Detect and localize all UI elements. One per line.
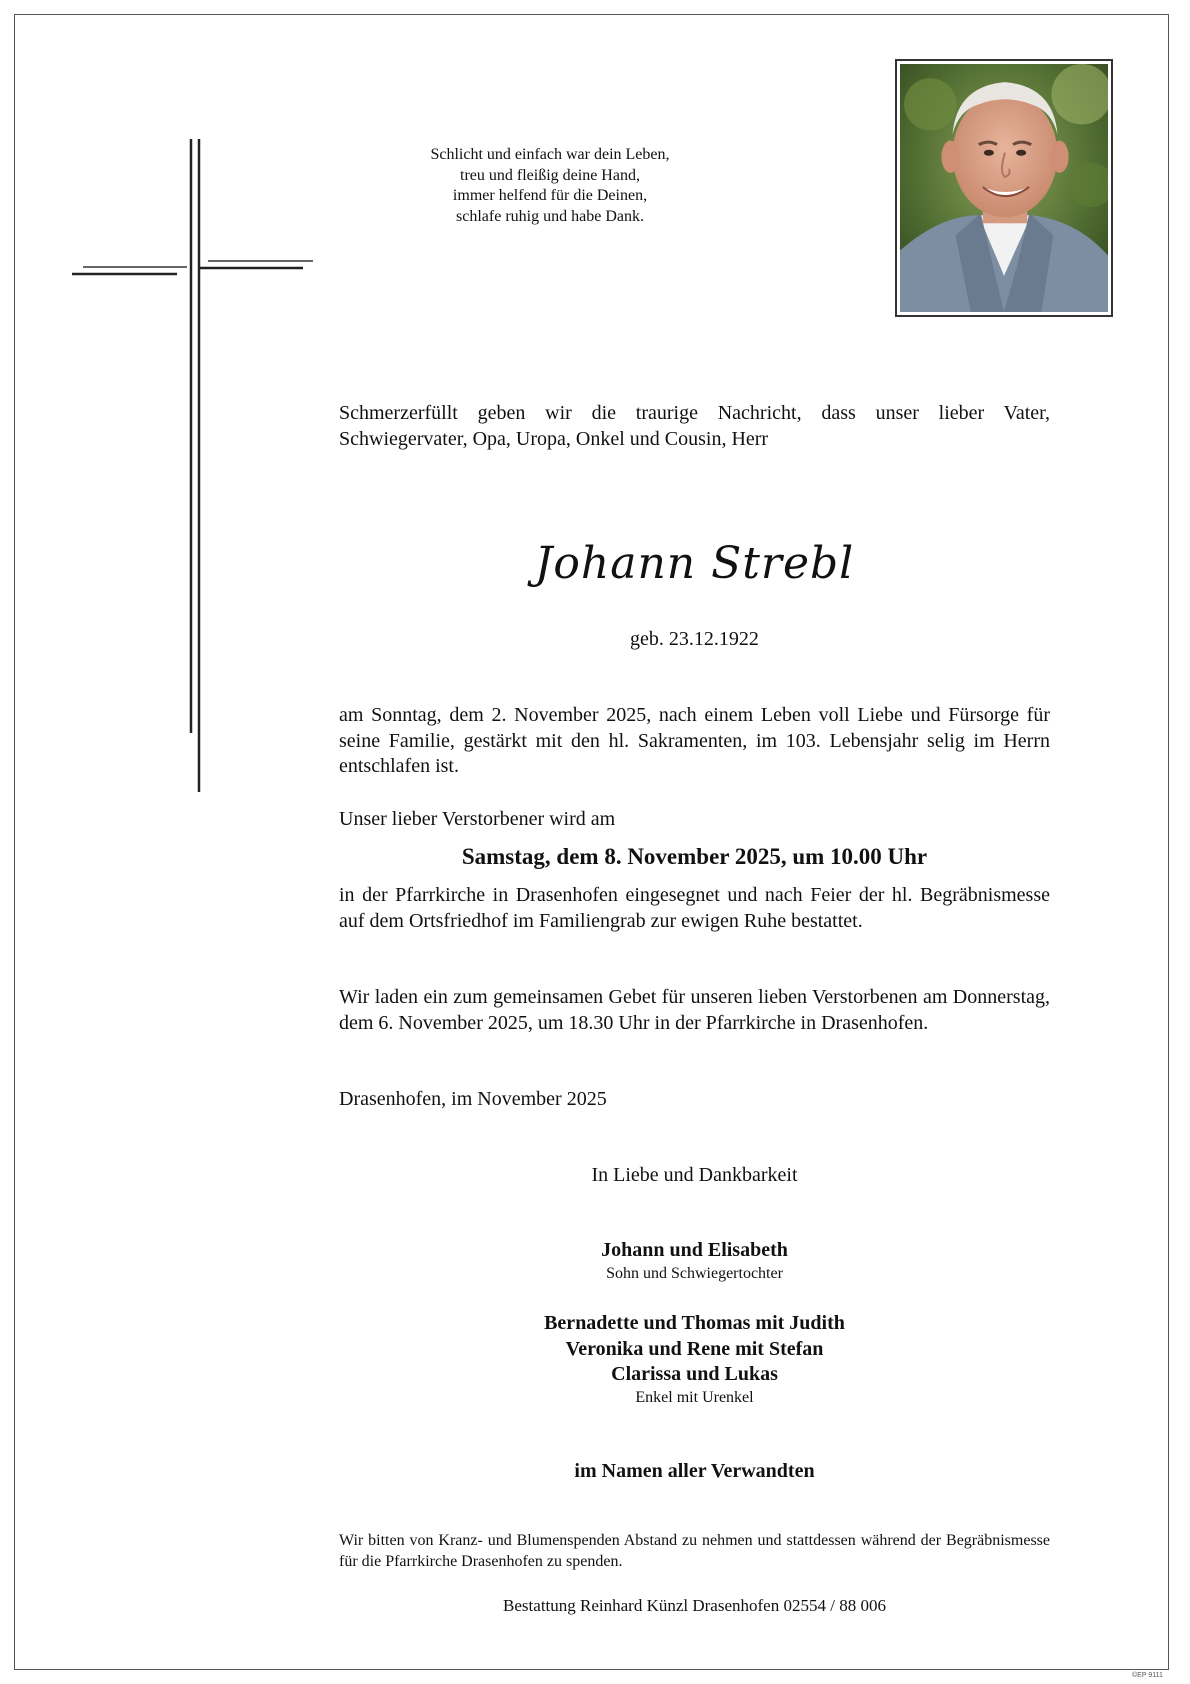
mourner-names: Johann und Elisabeth [601,1239,788,1261]
prayer-invitation: Wir laden ein zum gemeinsamen Gebet für unseren lieben Verstorbenen am Donnerstag, dem 6. November 2025, um 18.30 Uhr in der Pfarrkirche in Drasenhofen. [339,986,1050,1034]
funeral-intro: Unser lieber Verstorbener wird am [339,808,616,830]
death-notice: am Sonntag, dem 2. November 2025, nach einem Leben voll Liebe und Fürsorge für seine Familie, gestärkt mit den hl. Sakramenten, im 103. Lebensjahr selig im Herrn entschlafen ist. [339,704,1050,777]
deceased-name: Johann Strebl [534,538,855,589]
donation-note: Wir bitten von Kranz- und Blumenspenden Abstand zu nehmen und stattdessen während der Begräbnismesse für die Pfarrkirche Drasenhofen zu spenden. [339,1532,1050,1570]
funeral-date: Samstag, dem 8. November 2025, um 10.00 Uhr [461,844,928,869]
mourner-names: Veronika und Rene mit Stefan [565,1337,824,1360]
mourner-role: Enkel mit Urenkel [635,1388,754,1406]
cross-icon [0,0,330,800]
verse-line: schlafe ruhig und habe Dank. [456,207,644,225]
mourner-role: Sohn und Schwiegertochter [606,1264,783,1282]
mourner-names: Clarissa und Lukas [611,1363,778,1385]
form-code: ©EP 9111 [1132,1672,1163,1679]
birth-date: geb. 23.12.1922 [630,628,759,650]
verse-line: Schlicht und einfach war dein Leben, [430,146,670,163]
undertaker-contact: Bestattung Reinhard Künzl Drasenhofen 02554 / 88 006 [503,1596,886,1615]
portrait-image [900,64,1108,312]
verse-line: immer helfend für die Deinen, [452,187,648,204]
mourner-group-children [339,1238,1050,1283]
relatives-line: im Namen aller Verwandten [574,1460,815,1482]
portrait-photo [895,59,1113,317]
mourner-group-grandchildren [339,1311,1050,1407]
mourner-names: Bernadette und Thomas mit Judith [544,1312,845,1334]
verse-line: treu und fleißig deine Hand, [460,166,640,184]
place-date: Drasenhofen, im November 2025 [339,1088,607,1110]
funeral-details: in der Pfarrkirche in Drasenhofen eingesegnet und nach Feier der hl. Begräbnismesse auf dem Ortsfriedhof im Familiengrab zur ewigen Ruhe bestattet. [339,884,1050,932]
memorial-verse [380,145,720,227]
announcement-intro: Schmerzerfüllt geben wir die traurige Nachricht, dass unser lieber Vater, Schwiegervater, Opa, Uropa, Onkel und Cousin, Herr [339,402,1050,450]
closing-line: In Liebe und Dankbarkeit [591,1164,798,1186]
